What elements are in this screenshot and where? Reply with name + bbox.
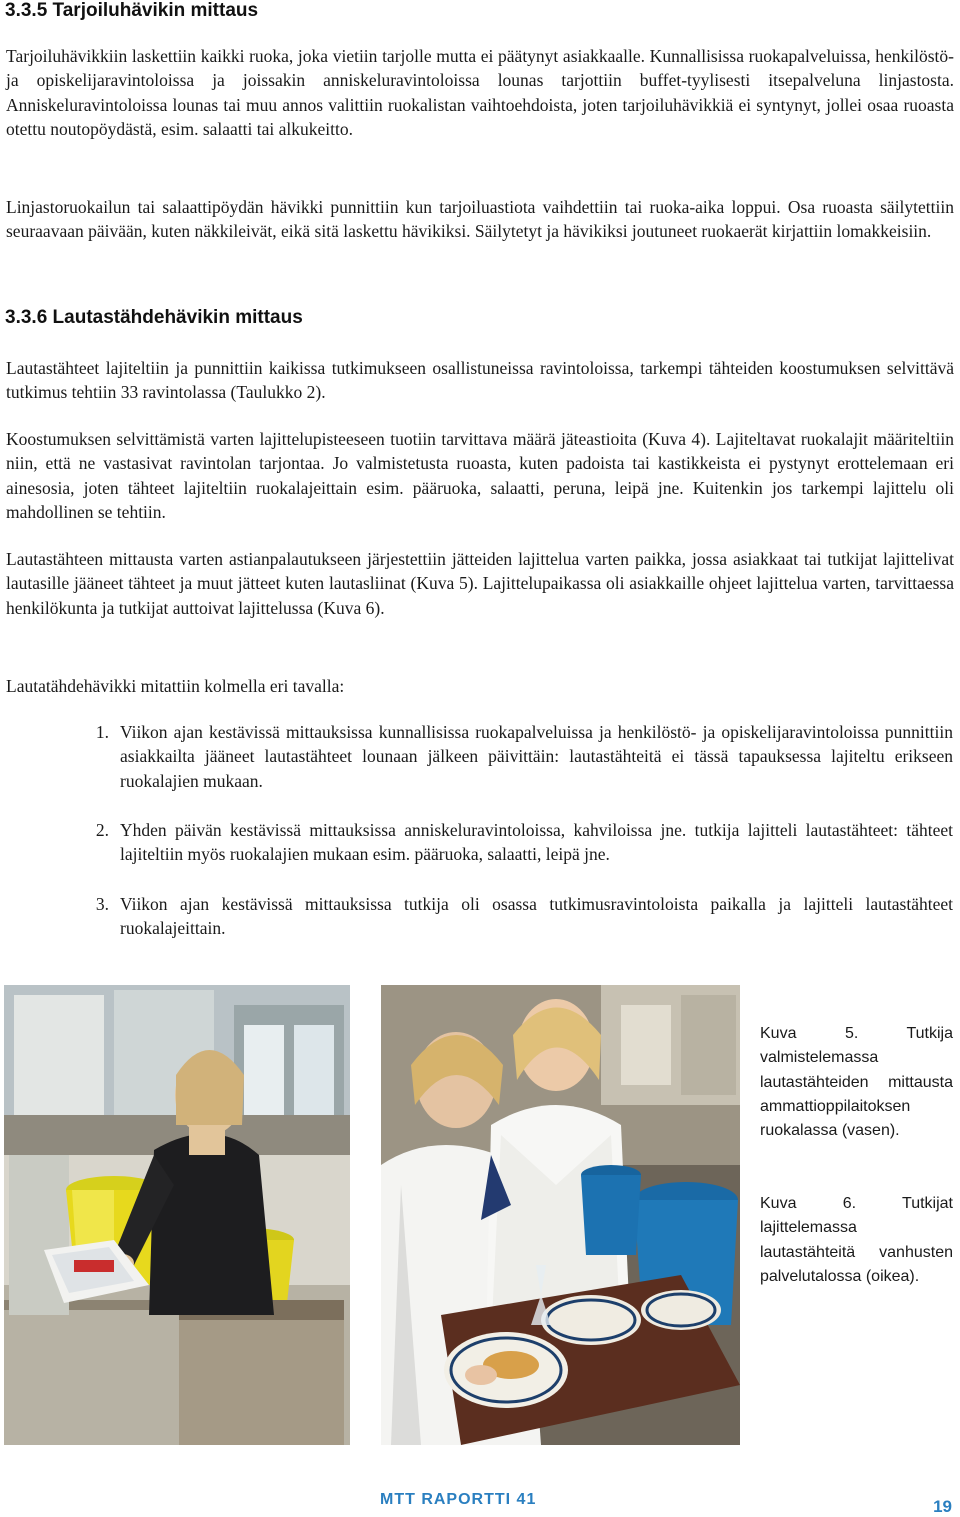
list-item-number: 2. [95, 820, 109, 840]
photo-kuva-6-illustration [381, 985, 740, 1445]
list-item-text: Viikon ajan kestävissä mittauksissa kunnallisissa ruokapalveluissa ja henkilöstö- ja opiskelijaravintoloissa punnittiin asiakkailta jääneet lautastähteet lounaan jälkeen päivittäin: lautastähteitä ei tässä tapauksessa lajiteltu erikseen ruokalajien mukaan. [120, 722, 953, 791]
figure-caption-kuva-5: Kuva 5. Tutkija valmistelemassa lautastähteiden mittausta ammattioppilaitoksen ruokalassa (vasen). [760, 1025, 953, 1140]
photo-kuva-5 [4, 985, 350, 1445]
paragraph: Tarjoiluhävikkiin laskettiin kaikki ruoka, joka vietiin tarjolle mutta ei päätynyt asiakkaalle. Kunnallisissa ruokapalveluissa, henkilöstö- ja opiskelijaravintoloissa ja joissakin anniskeluravintoloissa lounas tarjottiin buffet-tyylisesti itsepalveluna linjastosta. Anniskeluravintoloissa lounas tai muu annos valittiin ruokalistan vaihtoehdoista, joten tarjoiluhävikkiä ei syntynyt, jollei osaa ruoasta otettu noutopöydästä, esim. salaatti tai alkukeitto. [6, 46, 954, 139]
photo-kuva-5-illustration [4, 985, 350, 1445]
paragraph: Linjastoruokailun tai salaattipöydän hävikki punnittiin kun tarjoiluastiota vaihdettiin tai ruoka-aika loppui. Osa ruoasta säilytettiin seuraavaan päivään, kuten näkkileivät, eikä sitä laskettu hävikiksi. Säilytetyt ja hävikiksi joutuneet ruokaerät kirjattiin lomakkeisiin. [6, 197, 954, 242]
paragraph: Lautatähdehävikki mitattiin kolmella eri tavalla: [6, 676, 345, 696]
list-item-text: Yhden päivän kestävissä mittauksissa anniskeluravintoloissa, kahviloissa jne. tutkija lajitteli lautastähteet: tähteet lajiteltiin myös ruokalajien mukaan esim. pääruoka, salaatti, leipä jne. [120, 820, 953, 865]
photo-kuva-6 [381, 985, 740, 1445]
figure-caption-kuva-6: Kuva 6. Tutkijat lajittelemassa lautastähteitä vanhusten palvelutalossa (oikea). [760, 1195, 953, 1285]
page-number: 19 [933, 1497, 952, 1516]
paragraph: Koostumuksen selvittämistä varten lajittelupisteeseen tuotiin tarvittava määrä jäteastioita (Kuva 4). Lajiteltavat ruokalajit määriteltiin niin, että ne vastasivat ravintolan tarjontaa. Jo valmistetusta ruoasta, kuten padoista tai kastikkeista ei pystynyt erottelemaan eri ainesosia, joten tähteet lajiteltiin ruokalajeittain esim. pääruoka, salaatti, peruna, leipä jne. Kuitenkin jos tarkempi lajittelu oli mahdollinen se tehtiin. [6, 429, 954, 522]
list-item-number: 3. [95, 894, 109, 914]
section-heading-3-3-6: 3.3.6 Lautastähdehävikin mittaus [5, 307, 303, 328]
list-item-number: 1. [95, 722, 109, 742]
paragraph: Lautastähteet lajiteltiin ja punnittiin kaikissa tutkimukseen osallistuneissa ravintoloissa, tarkempi tähteiden koostumuksen selvittävä tutkimus tehtiin 33 ravintolassa (Taulukko 2). [6, 358, 954, 403]
report-series-title: MTT RAPORTTI 41 [380, 1491, 537, 1508]
list-item-text: Viikon ajan kestävissä mittauksissa tutkija oli osassa tutkimusravintoloista paikalla ja lajitteli lautastähteet ruokalajeittain. [120, 894, 953, 939]
paragraph: Lautastähteen mittausta varten astianpalautukseen järjestettiin jätteiden lajittelua varten paikka, jossa asiakkaat tai tutkijat lajittelivat lautasille jääneet tähteet ja muut jätteet kuten lautasliinat (Kuva 5). Lajittelupaikassa oli asiakkaille ohjeet lajittelua varten, tarvittaessa henkilökunta ja tutkijat auttoivat lajittelussa (Kuva 6). [6, 549, 954, 618]
section-heading-3-3-5: 3.3.5 Tarjoiluhävikin mittaus [5, 0, 259, 21]
